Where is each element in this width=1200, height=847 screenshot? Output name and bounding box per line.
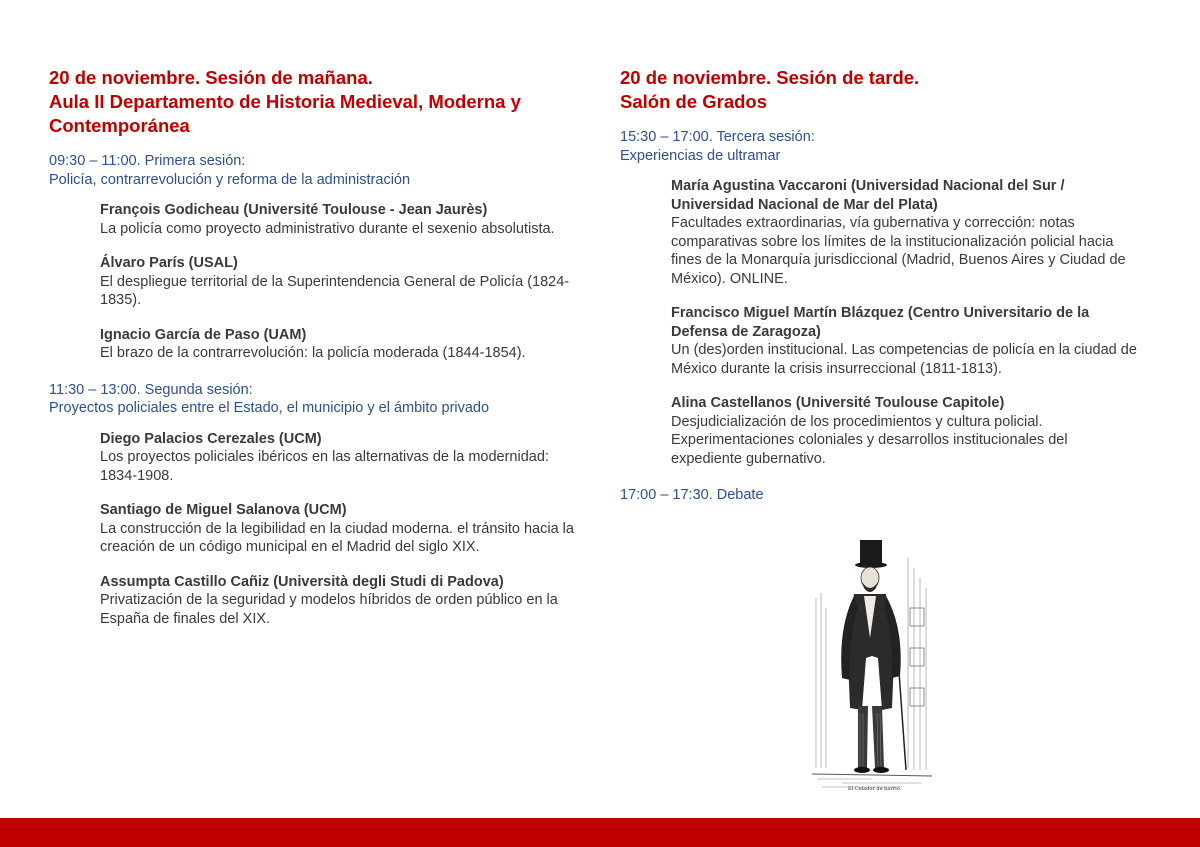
talk-title: La policía como proyecto administrativo durante el sexenio absolutista.: [100, 220, 555, 237]
session-2-header: [49, 381, 589, 418]
session-2-title: Proyectos policiales entre el Estado, el municipio y el ámbito privado: [49, 400, 490, 416]
morning-heading-line: Contemporánea: [49, 115, 190, 136]
talk-title: La construcción de la legibilidad en la ciudad moderna. el tránsito hacia la creación de un código municipal en el Madrid del siglo XIX.: [100, 520, 574, 555]
afternoon-heading: [620, 66, 1140, 114]
talk-item: [100, 430, 589, 486]
talk-item: [671, 177, 1140, 288]
talk-author: Diego Palacios Cerezales (UCM): [100, 430, 322, 447]
talk-title: Facultades extraordinarias, vía gubernativa y corrección: notas comparativas sobre los límites de la institucionalización policial hacia fines de la Monarquía jurisdiccional (Madrid, Buenos Aires y Ciudad de México). ONLINE.: [671, 215, 1126, 287]
illustration-caption: El Celador de barrio.: [848, 786, 902, 792]
talk-title: Un (des)orden institucional. Las competencias de policía en la ciudad de México durante la crisis insurreccional (1811-1813).: [671, 342, 1137, 377]
footer-bar: [0, 818, 1200, 847]
talk-item: [671, 394, 1140, 468]
talk-title: El brazo de la contrarrevolución: la policía moderada (1844-1854).: [100, 345, 526, 361]
talk-item: [100, 201, 589, 238]
talk-author: María Agustina Vaccaroni (Universidad Nacional del Sur / Universidad Nacional de Mar del Plata): [671, 178, 1065, 213]
talk-author: François Godicheau (Université Toulouse - Jean Jaurès): [100, 202, 488, 218]
talk-title: Desjudicialización de los procedimientos y cultura policial. Experimentaciones coloniales y desarrollos institucionales del expediente gubernativo.: [671, 413, 1068, 467]
talk-item: [671, 304, 1140, 378]
session-1-header: [49, 152, 589, 189]
talk-author: Alina Castellanos (Université Toulouse Capitole): [671, 395, 1005, 411]
talk-author: Francisco Miguel Martín Blázquez (Centro Universitario de la Defensa de Zaragoza): [671, 305, 1090, 340]
talk-title: Los proyectos policiales ibéricos en las alternativas de la modernidad: 1834-1908.: [100, 449, 549, 484]
afternoon-column: [620, 66, 1140, 505]
morning-heading-line: Aula II Departamento de Historia Medieval, Moderna y: [49, 91, 521, 112]
afternoon-heading-line: Salón de Grados: [620, 91, 768, 112]
session-2-time: 11:30 – 13:00. Segunda sesión:: [49, 381, 253, 398]
talk-item: [100, 573, 589, 629]
afternoon-heading-line: 20 de noviembre. Sesión de tarde.: [620, 67, 920, 88]
talk-item: [100, 326, 589, 363]
morning-heading-line: 20 de noviembre. Sesión de mañana.: [49, 67, 373, 88]
debate-time: 17:00 – 17:30. Debate: [620, 487, 764, 503]
talk-author: Ignacio García de Paso (UAM): [100, 326, 307, 343]
talk-author: Assumpta Castillo Cañiz (Università degli Studi di Padova): [100, 573, 504, 590]
session-3-header: [620, 128, 1140, 165]
talk-title: El despliegue territorial de la Superintendencia General de Policía (1824-1835).: [100, 273, 570, 308]
session-1-time: 09:30 – 11:00. Primera sesión:: [49, 153, 246, 169]
morning-column: [49, 66, 589, 628]
session-3-title: Experiencias de ultramar: [620, 147, 781, 164]
talk-item: [100, 501, 589, 557]
session-1-title: Policía, contrarrevolución y reforma de la administración: [49, 171, 411, 188]
talk-title: Privatización de la seguridad y modelos híbridos de orden público en la España de finales del XIX.: [100, 592, 558, 627]
talk-author: Santiago de Miguel Salanova (UCM): [100, 502, 347, 518]
talk-item: [100, 254, 589, 310]
engraving-illustration: [812, 538, 932, 800]
talk-author: Álvaro París (USAL): [100, 255, 238, 271]
session-3-time: 15:30 – 17:00. Tercera sesión:: [620, 129, 815, 145]
morning-heading: [49, 66, 589, 138]
debate-header: [620, 486, 1140, 505]
